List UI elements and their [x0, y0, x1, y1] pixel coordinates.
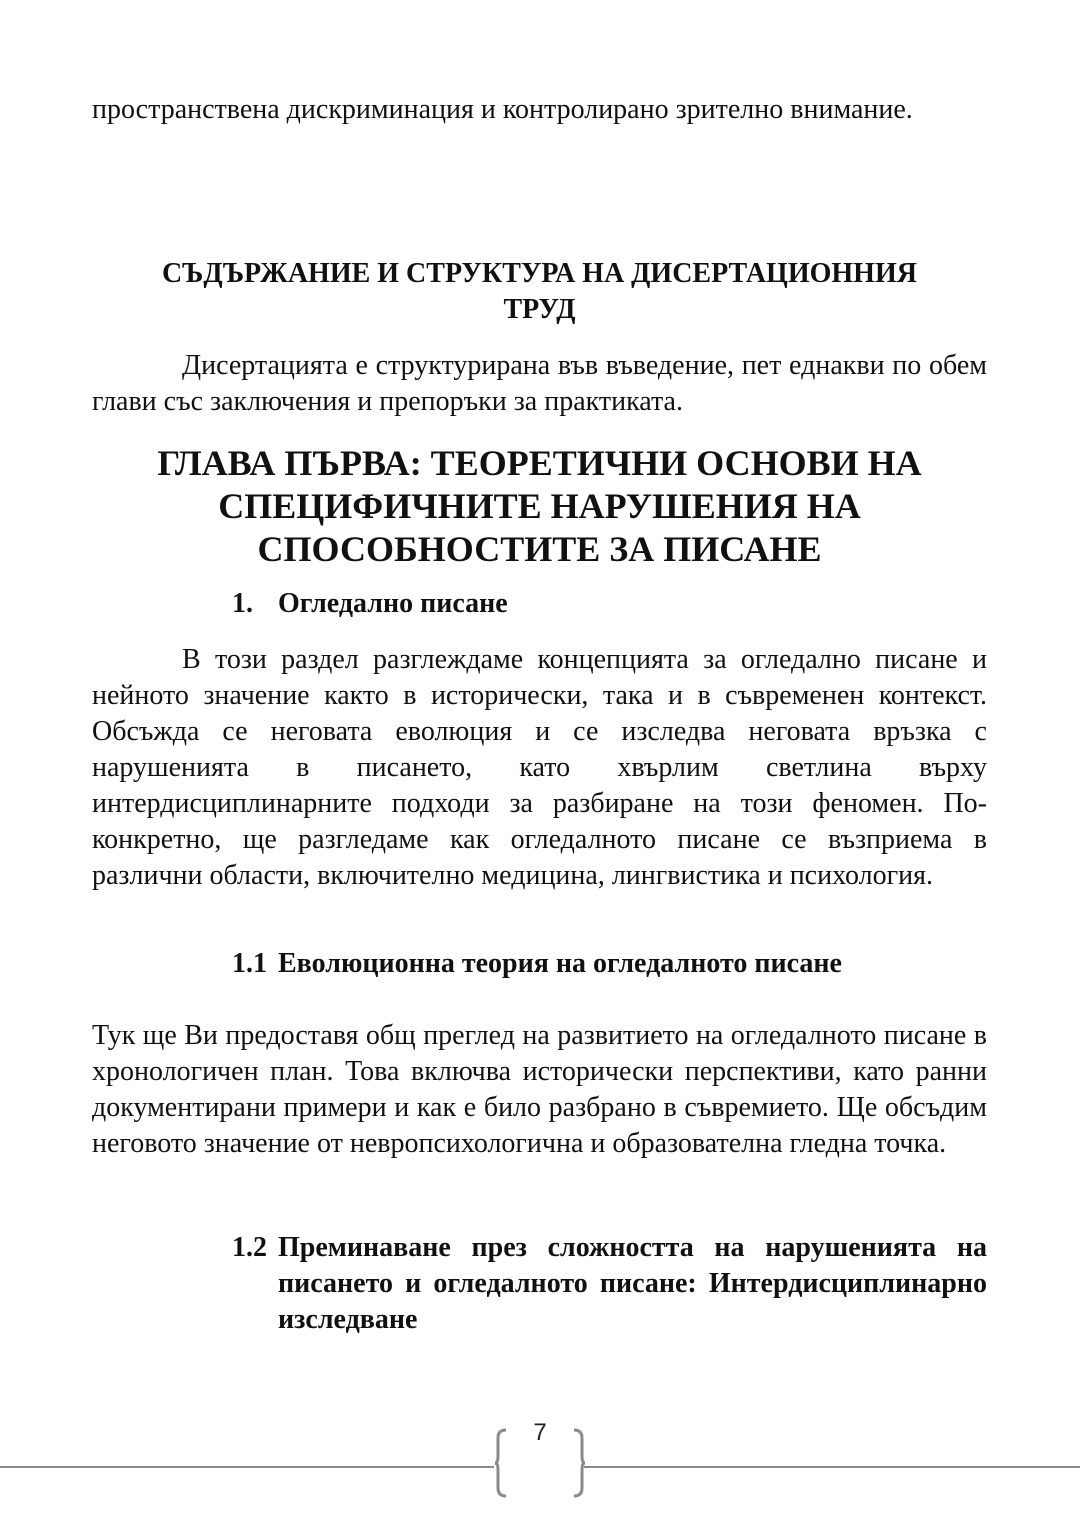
- subheading-1-title: Огледално писане: [278, 588, 508, 619]
- section-heading-line-2: ТРУД: [503, 294, 576, 325]
- chapter-heading-line-1: ГЛАВА ПЪРВА: ТЕОРЕТИЧНИ ОСНОВИ НА: [157, 443, 922, 483]
- section-heading-line-1: СЪДЪРЖАНИЕ И СТРУКТУРА НА ДИСЕРТАЦИОННИЯ: [162, 258, 917, 289]
- subheading-1-1: [232, 946, 987, 982]
- page-number: 7: [533, 1419, 547, 1446]
- subheading-1-2-number: 1.2: [232, 1232, 267, 1263]
- subheading-1: [232, 586, 987, 622]
- page-bracket-left: [494, 1428, 508, 1498]
- structure-paragraph: Дисертацията е структурирана във въведение, пет еднакви по обем глави със заключения и препоръки за практиката.: [92, 350, 987, 417]
- chapter-heading: [92, 442, 987, 571]
- mirror-writing-paragraph: В този раздел разглеждаме концепцията за огледално писане и нейното значение както в исторически, така и в съвременен контекст. Обсъжда се неговата еволюция и се изследва неговата връзка с нарушенията в писането, като хвърлим светлина върху интердисциплинарните подходи за разбиране на този феномен. По-конкретно, ще разгледаме как огледалното писане се възприема в различни области, включително медицина, лингвистика и психология.: [92, 644, 987, 891]
- subheading-1-1-title: Еволюционна теория на огледалното писане: [278, 948, 842, 979]
- page-bracket-right: [572, 1428, 586, 1498]
- intro-paragraph-tail: пространствена дискриминация и контролирано зрително внимание.: [92, 94, 913, 125]
- chapter-heading-line-2: СПЕЦИФИЧНИТЕ НАРУШЕНИЯ НА: [218, 486, 861, 526]
- subheading-1-number: 1.: [232, 588, 253, 619]
- footer-rule-right: [584, 1466, 1080, 1468]
- footer-rule-left: [0, 1466, 494, 1468]
- subheading-1-2-title: Преминаване през сложността на нарушенията на писането и огледалното писане: Интердисциплинарно изследване: [278, 1232, 987, 1335]
- subheading-1-1-number: 1.1: [232, 948, 267, 979]
- subheading-1-2: [232, 1230, 987, 1338]
- section-heading: [92, 256, 987, 328]
- chapter-heading-line-3: СПОСОБНОСТИТЕ ЗА ПИСАНЕ: [257, 529, 822, 569]
- evolution-paragraph: Тук ще Ви предоставя общ преглед на развитието на огледалното писане в хронологичен план. Това включва исторически перспективи, като ранни документирани примери и как е било разбрано в съвремието. Ще обсъдим неговото значение от невропсихологична и образователна гледна точка.: [92, 1020, 987, 1159]
